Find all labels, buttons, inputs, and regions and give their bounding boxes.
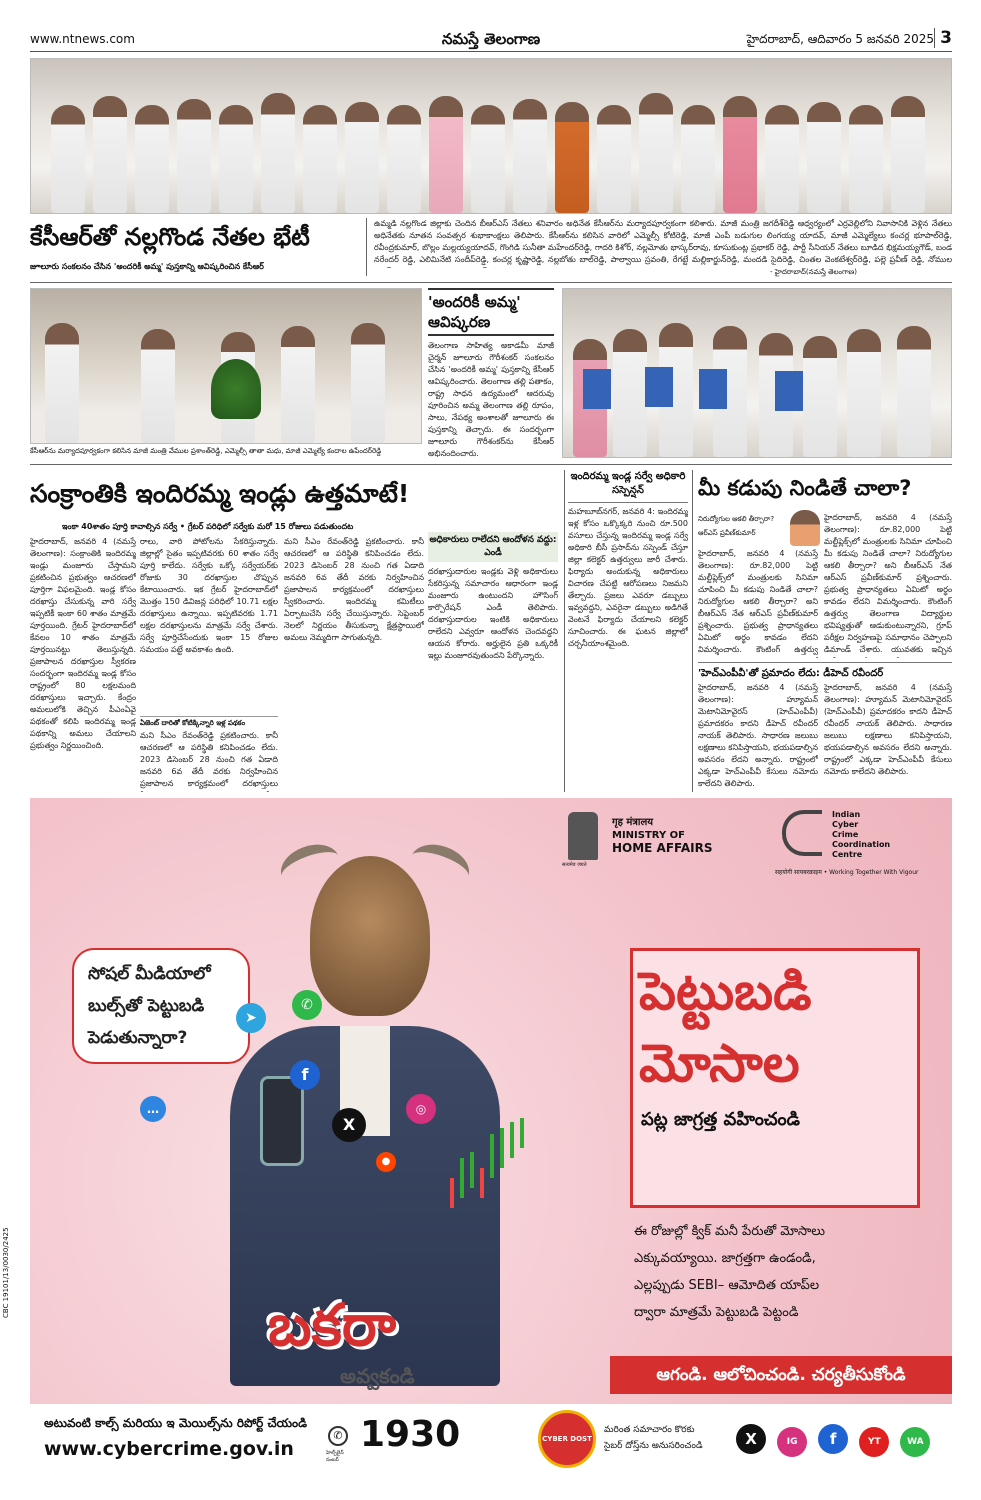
report-text: అటువంటి కాల్స్ మరియు ఇ మెయిల్స్‌ను రిపోర్ట్ చేయండి	[44, 1416, 307, 1430]
facebook-icon: f	[290, 1060, 320, 1090]
story5-body-col1: హైదరాబాద్, జనవరి 4 (నమస్తే తెలంగాణ): రూ.82,000 పెట్టి మల్టీప్లెక్స్‌లో మంత్రులకు సినిమా చూపించి మీ కడుపు నిండితే చాలా? నిరుద్యోగుల ఆకలి తీర్చారా? అని బీఆర్‌ఎస్ నేత ఆర్‌ఎస్ ప్రవీణ్‌కుమార్ ప్రశ్నించారు. ప్రభుత్వ ప్రాధాన్యతలు ఏమిటో అర్థం కావడం లేదని విమర్శించారు. కౌంటింగ్ ఉత్తర్వు	[698, 549, 818, 654]
smartphone	[260, 1076, 304, 1166]
social-links	[730, 1424, 930, 1457]
story2-caption: కేసీఆర్‌ను మర్యాదపూర్వకంగా కలిసిన మాజీ మంత్రి వేముల ప్రశాంత్‌రెడ్డి, ఎమ్మెల్సీ తాతా మధు, మాజీ ఎమ్మెల్యే కందాల ఉపేందర్‌రెడ్డి	[30, 447, 382, 455]
cyber-crime-ad	[2, 798, 952, 1494]
warning-subtitle: పట్ల జాగ్రత్త వహించండి	[641, 1109, 800, 1130]
kcr-meeting-photo	[30, 288, 422, 444]
bubble-line: సోషల్ మీడియాలో	[88, 964, 211, 984]
goat-head	[310, 856, 430, 1016]
i4c-tag-hindi: सहयोगी सायबरक्राइम	[775, 869, 822, 876]
story3-subhead2: ఏజెంట్ దారితో కోటిక్కిన్నారి ఇళ్ల పథకం	[140, 716, 278, 729]
story3-col2b: మని సీఎం రేవంత్‌రెడ్డి ప్రకటించారు. కానీ ఆచరణలో ఆ పరిస్థితి కనిపించడం లేదు. 2023 డిసెంబర్ 28 నుంచి గత ఏడాది జనవరి 6వ తేదీ వరకు నిర్వహించిన ప్రజాపాలన కార్యక్రమంలో దరఖాస్తులు	[140, 731, 278, 788]
masthead: నమస్తే తెలంగాణ	[441, 30, 541, 48]
i4c-logo-icon	[782, 810, 822, 856]
whatsapp-icon[interactable]: WA	[900, 1427, 930, 1457]
story5-sub-body-col1: హైదరాబాద్, జనవరి 4 (నమస్తే తెలంగాణ): హ్యూమన్ మెటానిమోవైరస్ (హెచ్‌ఎంపీవీ) ప్రమాదకరం కాదని డీహెచ్ రవీందర్ నాయక్ తెలిపారు. సాధారణ జలుబు లక్షణాలు కనిపిస్తాయని, భయపడాల్సిన అవసరం లేదని అన్నారు. రాష్ట్రంలో ఎక్కడా హెచ్‌ఎంపీవీ కేసులు నమోదు కాలేదని తెలిపారు.	[698, 683, 818, 788]
story3-subhead: ఇంకా 40శాతం పూర్తి కావాల్సిన సర్వే • గ్రేటర్ పరిధిలో సర్వేకు మరో 15 రోజులు పడుతుందట	[62, 522, 354, 531]
follow-line: సైబర్ దోస్త్‌ను అనుసరించండి	[604, 1441, 703, 1451]
divider	[30, 282, 952, 283]
stock-chart-graphic	[450, 1118, 570, 1208]
ad-footer	[30, 1404, 952, 1494]
story3-col4: దరఖాస్తుదారుల ఇండ్లకు వెళ్లి అధికారులు సేకరిస్తున్న సమాచారం ఆధారంగా ఇండ్ల మంజూరు ఉంటుందని హౌసింగ్ కార్పొరేషన్ ఎండీ తెలిపారు. దరఖాస్తుదారుల ఇంటికి అధికారులు రాలేదని ఎవ్వరూ ఆందోళన చెందవద్దని ఆయన కోరారు. అర్హులైన ప్రతి ఒక్కరికీ ఇల్లు మంజూరవుతుందని పేర్కొన్నారు.	[428, 567, 558, 660]
i4c-tagline	[775, 868, 919, 876]
site-url[interactable]: www.ntnews.com	[30, 32, 135, 46]
story3-headline: సంక్రాంతికి ఇందిరమ్మ ఇండ్లు ఉత్తమాటే!	[30, 479, 410, 508]
facebook-icon[interactable]: f	[818, 1424, 848, 1454]
byline-1: నిరుద్యోగుల ఆకలి తీర్చారా?	[698, 515, 775, 523]
story5-sub-headline: 'హెచ్‌ఎంపీవీ'తో ప్రమాదం లేదు: డీహెచ్ రవీందర్	[698, 662, 952, 681]
i4c-line: Centre	[832, 850, 863, 859]
group-photo	[30, 58, 952, 214]
message-icon: …	[140, 1096, 166, 1122]
helpline-label: హెల్ప్‌లైన్ నంబర్	[326, 1450, 344, 1463]
instagram-icon: ◎	[406, 1094, 436, 1124]
warning-box	[630, 948, 920, 1208]
story1-headline-block	[30, 220, 362, 273]
bubble-line: పెడుతున్నారా?	[88, 1028, 188, 1048]
story3-col2: రాలు, వారి పోటోలను సేకరిస్తున్నారు. జిల్లాల్లో సైతం ఇప్పటివరకు 60 శాతం సర్వే పూర్తి కాలేదు. సర్వేకు ఒక్కో సర్వేయర్‌కు రోజుకు 30 దరఖాస్తుల చొప్పున కేటాయించారు. ఇక గ్రేటర్ హైదరాబాద్‌లో మొత్తం 150 డివిజన్ల పరిధిలో 10.71 లక్షల దరఖాస్తులు ఉన్నాయి. ఇప్పటివరకు 1.71 లక్షల దరఖాస్తులను మాత్రమే సర్వే చేశారు. సర్వే పూర్తిచేసేందుకు ఇంకా 15 రోజుల సమయం పట్టే అవకాశం ఉంది.	[140, 537, 278, 654]
divider	[366, 218, 367, 276]
instagram-icon[interactable]: IG	[777, 1427, 807, 1457]
whatsapp-icon: ✆	[292, 990, 322, 1020]
warning-paragraph	[634, 1218, 924, 1326]
warning-line: ఎల్లప్పుడు SEBI– ఆమోదిత యాప్‌ల	[634, 1278, 820, 1293]
telegram-icon: ➤	[236, 1003, 266, 1033]
warning-line: ఈ రోజుల్లో క్విక్ మనీ పేరుతో మోసాలు	[634, 1224, 825, 1239]
story3-box-title: అధికారులు రాలేదని ఆందోళన వద్దు: ఎండీ	[428, 532, 558, 562]
story5-headline: మీ కడుపు నిండితే చాలా?	[698, 476, 912, 500]
emblem-icon	[568, 812, 598, 860]
x-icon: X	[332, 1108, 366, 1142]
story4-body: మహబూబ్‌నగర్, జనవరి 4: ఇందిరమ్మ ఇళ్ల కోసం ఒక్కొక్కరి నుంచి రూ.500 వసూలు చేస్తున్న ఇందిరమ్మ ఇండ్ల సర్వే అధికారి బీసీ ప్రసాద్‌ను సస్పెండ్ చేస్తూ జిల్లా కలెక్టర్ ఉత్తర్వులు జారీ చేశారు. ఫిర్యాదు అందుకున్న అధికారులు విచారణ చేపట్టి ఆరోపణలు నిజమని తేల్చారు. ప్రజలు ఎవరూ డబ్బులు ఇవ్వవద్దని, ఎవరైనా డబ్బులు అడిగితే వెంటనే ఫిర్యాదు చేయాలని కలెక్టర్ సూచించారు. ఈ ఘటన జిల్లాలో చర్చనీయాంశమైంది.	[568, 507, 688, 648]
plant-image	[211, 359, 261, 419]
follow-text	[604, 1422, 703, 1454]
ministry-hindi: गृह मंत्रालय	[612, 817, 654, 828]
story3-col3: మని సీఎం రేవంత్‌రెడ్డి ప్రకటించారు. కానీ ఆచరణలో ఆ పరిస్థితి కనిపించడం లేదు. 2023 డిసెంబర్ 28 నుంచి గత ఏడాది జనవరి 6వ తేదీ వరకు నిర్వహించిన ప్రజాపాలన కార్యక్రమంలో దరఖాస్తులు స్వీకరించారు. ఇందిరమ్మ కమిటీలు ఏర్పాటుచేసి సర్వే చేయిస్తున్నారు. సెప్టెంబర్ నెలలో నిర్ణయం తీసుకున్నా క్షేత్రస్థాయిలో అమలు నెమ్మదిగా సాగుతున్నది.	[284, 537, 424, 642]
page-header	[30, 28, 952, 52]
i4c-line: Crime	[832, 830, 859, 839]
ministry-line1: MINISTRY OF	[612, 830, 685, 841]
warning-title-1: పెట్టుబడి	[639, 962, 812, 1022]
story1-body: ఉమ్మడి నల్లగొండ జిల్లాకు చెందిన బీఆర్‌ఎస్ నేతలు శనివారం అధినేత కేసీఆర్‌ను మర్యాదపూర్వకంగా కలిశారు. మాజీ మంత్రి జగదీశ్‌రెడ్డి ఆధ్వర్యంలో ఎర్రవెల్లిలోని నివాసానికి వెళ్లిన నేతలు అధినేతకు నూతన సంవత్సర శుభాకాంక్షలు తెలిపారు. కేసీఆర్‌ను కలిసిన వారిలో ఎమ్మెల్సీ కోటిరెడ్డి, మాజీ ఎంపీ బడుగుల లింగయ్య యాదవ్, మాజీ ఎమ్మెల్యేలు కంచర్ల భూపాల్‌రెడ్డి, రవీంద్రకుమార్, బొల్లం మల్లయ్యయాదవ్, గొంగిడి సునీతా మహేందర్‌రెడ్డి, గాదరి కిశోర్, నల్లమోతు భాస్కర్‌రావు, కూసుకుంట్ల ప్రభాకర్ రెడ్డి, పార్టీ సీనియర్ నేతలు బూడిద భిక్షమయ్యగౌడ్, బండ నరేందర్ రెడ్డి, ఎలిమినేటి సందీప్‌రెడ్డి, కంచర్ల కృష్ణారెడ్డి, నల్లబోతు బాల్‌రెడ్డి, పాల్వాయి స్రవంతి, రేగట్టే మల్లికార్జున్‌రెడ్డి, మందడి సైదిరెడ్డి, చింతల వెంకటేశ్వర్‌రెడ్డి, పల్లె ప్రవీణ్ రెడ్డి, నోముల	[374, 219, 952, 264]
warning-line: ద్వారా మాత్రమే పెట్టుబడి పెట్టండి	[634, 1305, 799, 1320]
i4c-line: Indian	[832, 810, 861, 819]
cybercrime-website[interactable]: www.cybercrime.gov.in	[44, 1438, 294, 1460]
cbc-code: CBC 19101/13/0030/2425	[2, 1227, 10, 1318]
story1-credit: - హైదరాబాద్(నమస్తే తెలంగాణ)	[770, 268, 858, 276]
book-cover	[775, 371, 803, 411]
divider	[692, 470, 693, 792]
follow-line: మరింత సమాచారం కొరకు	[604, 1425, 695, 1435]
story5-sub-body-col2: హైదరాబాద్, జనవరి 4 (నమస్తే తెలంగాణ): హ్యూమన్ మెటానిమోవైరస్ (హెచ్‌ఎంపీవీ) ప్రమాదకరం కాదని డీహెచ్ రవీందర్ నాయక్ తెలిపారు. సాధారణ జలుబు లక్షణాలు కనిపిస్తాయని, భయపడాల్సిన అవసరం లేదని అన్నారు. రాష్ట్రంలో ఎక్కడా హెచ్‌ఎంపీవీ కేసులు నమోదు కాలేదని తెలిపారు.	[824, 683, 952, 776]
byline-2: ఆర్‌ఎస్ ప్రవీణ్‌కుమార్	[698, 529, 756, 537]
i4c-name	[832, 810, 890, 860]
story5-body-col2: హైదరాబాద్, జనవరి 4 (నమస్తే తెలంగాణ): రూ.82,000 పెట్టి మల్టీప్లెక్స్‌లో మంత్రులకు సినిమా చూపించి మీ కడుపు నిండితే చాలా? నిరుద్యోగుల ఆకలి తీర్చారా? అని బీఆర్‌ఎస్ నేత ఆర్‌ఎస్ ప్రవీణ్‌కుమార్ ప్రశ్నించారు. ప్రభుత్వ ప్రాధాన్యతలు ఏమిటో అర్థం కావడం లేదని విమర్శించారు. కౌంటింగ్ ఉత్తర్వు తెలంగాణ విద్యార్థుల భవిష్యత్తుతో ఆడుకుంటున్నారని, గ్రూప్ పరీక్షల నిర్వహణపై సమాధానం చెప్పాలని డిమాండ్ చేశారు. యువతకు ఇచ్చిన	[824, 513, 952, 654]
story3-col1: హైదరాబాద్, జనవరి 4 (నమస్తే తెలంగాణ): సంక్రాంతికి ఇందిరమ్మ ఇండ్లు మంజూరు చేస్తామని ప్రకటించిన ప్రభుత్వం ఆచరణలో పూర్తిగా విఫలమైంది. ఇండ్ల కోసం దరఖాస్తు చేసుకున్న వారి సర్వే ఇప్పటికీ ఇంకా 60 శాతం మాత్రమే పూర్తయింది. గ్రేటర్ హైదరాబాద్‌లో కేవలం 10 శాతం మాత్రమే పూర్తయినట్టు తెలుస్తున్నది. ప్రజాపాలన దరఖాస్తుల స్వీకరణ సందర్భంగా ఇందిరమ్మ ఇండ్ల కోసం రాష్ట్రంలో 80 లక్షలమంది దరఖాస్తులు ఇచ్చారు. కేంద్రం అమలులోకి తెచ్చిన పీఎంఏవై పథకంతో కలిపి ఇందిరమ్మ ఇండ్ల పథకాన్ని అమలు చేయాలని ప్రభుత్వం నిర్ణయించింది.	[30, 537, 136, 750]
story4-headline: ఇందిరమ్మ ఇండ్ల సర్వే అధికారి సస్పెన్షన్	[568, 470, 688, 503]
ministry-line2: HOME AFFAIRS	[612, 841, 713, 855]
book-cover	[645, 367, 673, 407]
helpline-number[interactable]: 1930	[360, 1414, 461, 1455]
story1-subhead: జూలూరు సంకలనం చేసిన 'అందరికీ అమ్మ' పుస్తకాన్ని ఆవిష్కరించిన కేసీఆర్	[30, 262, 264, 271]
youtube-icon[interactable]: YT	[859, 1427, 889, 1457]
story5-byline	[698, 512, 798, 540]
satyamev: सत्यमेव जयते	[562, 862, 587, 868]
bakara-title: బకరా	[268, 1291, 397, 1359]
cyber-dost-logo: CYBER DOST	[538, 1410, 596, 1468]
book-cover	[583, 369, 611, 409]
reddit-icon: ●	[376, 1152, 396, 1172]
warning-title-2: మోసాల	[639, 1034, 800, 1094]
story2-box	[428, 288, 554, 458]
x-icon[interactable]: X	[736, 1424, 766, 1454]
divider	[564, 470, 565, 792]
ministry-logo	[612, 816, 713, 855]
divider	[30, 464, 952, 465]
story2-box-body: తెలంగాణ సాహిత్య అకాడమీ మాజీ చైర్మన్ జూలూరు గౌరీశంకర్ సంకలనం చేసిన 'అందరికీ అమ్మ' పుస్తకాన్ని కేసీఆర్ ఆవిష్కరించారు. తెలంగాణ తల్లి పతాకం, రాష్ట్ర సాధన ఉద్యమంలో ఆదరువు పూరించిన అమ్మ తెలంగాణ తల్లి రూపం, సాలు, నేపథ్య అంశాలతో జూలూరు ఈ పుస్తకాన్ని తెచ్చారు. ఈ సందర్భంగా జూలూరు గౌరీశంకర్‌ను కేసీఆర్ అభినందించారు.	[428, 341, 554, 458]
avvakandi-text: అవ్వకండి	[340, 1364, 415, 1388]
i4c-line: Cyber	[832, 820, 859, 829]
phone-icon: ✆	[328, 1426, 348, 1446]
story1-headline: కేసీఆర్‌తో నల్లగొండ నేతల భేటీ	[30, 223, 310, 251]
i4c-tag: • Working Together With Vigour	[823, 869, 919, 876]
book-cover	[699, 369, 727, 409]
page-number: 3	[934, 28, 952, 48]
warning-line: ఎక్కువయ్యాయి. జాగ్రత్తగా ఉండండి,	[634, 1251, 816, 1266]
issue-date: హైదరాబాద్, ఆదివారం 5 జనవరి 2025	[746, 32, 934, 46]
book-launch-photo	[562, 288, 952, 458]
bubble-line: బుల్స్‌తో పెట్టుబడి	[88, 996, 205, 1016]
i4c-line: Coordination	[832, 840, 891, 849]
portrait-photo	[790, 510, 820, 546]
slogan-banner: ఆగండి. ఆలోచించండి. చర్యతీసుకోండి	[610, 1356, 952, 1394]
story2-box-title: 'అందరికీ అమ్మ' ఆవిష్కరణ	[428, 288, 554, 336]
